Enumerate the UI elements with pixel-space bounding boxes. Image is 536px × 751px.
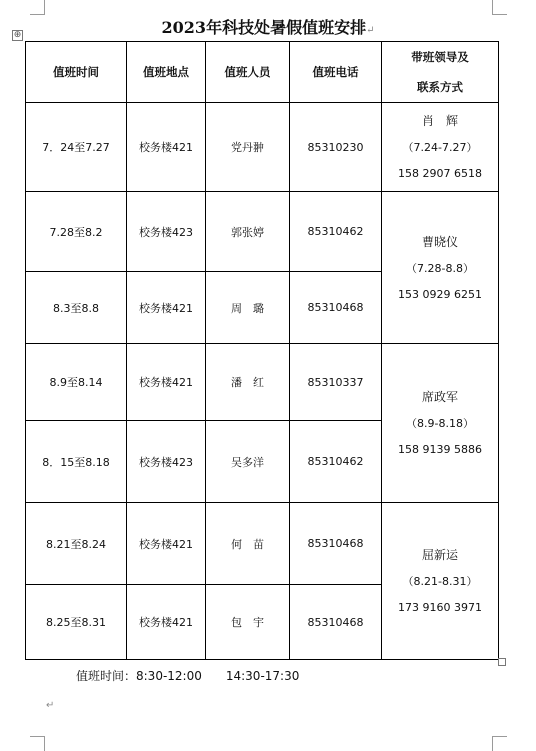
header-leader-line2: 联系方式 — [417, 80, 463, 94]
cell-place: 校务楼421 — [127, 585, 206, 660]
table-move-handle-icon[interactable]: ⊕ — [13, 30, 22, 40]
cell-person: 吴多洋 — [206, 421, 290, 503]
cell-place: 校务楼423 — [127, 421, 206, 503]
paragraph-mark: ↵ — [366, 25, 375, 36]
duty-schedule-table — [25, 41, 499, 660]
leader-cell — [382, 344, 499, 503]
crop-mark-top-left — [30, 0, 45, 15]
cell-place: 校务楼421 — [127, 344, 206, 421]
cell-place: 校务楼421 — [127, 272, 206, 344]
header-duty-person: 值班人员 — [206, 42, 290, 103]
header-duty-phone: 值班电话 — [290, 42, 382, 103]
document-title-text: 2023年科技处暑假值班安排 — [161, 18, 367, 37]
table-row — [26, 344, 499, 421]
header-leader-line1: 带班领导及 — [411, 50, 469, 64]
cell-person: 何 苗 — [206, 503, 290, 585]
crop-mark-bottom-left — [30, 736, 45, 751]
cell-phone: 85310468 — [290, 272, 382, 344]
cell-time: 8.21至8.24 — [26, 503, 127, 585]
cell-time: 7.28至8.2 — [26, 192, 127, 272]
cell-time: 8．15至8.18 — [26, 421, 127, 503]
cell-phone: 85310468 — [290, 585, 382, 660]
leader-cell — [382, 192, 499, 344]
header-duty-time: 值班时间 — [26, 42, 127, 103]
cell-place: 校务楼423 — [127, 192, 206, 272]
cell-phone: 85310468 — [290, 503, 382, 585]
cell-place: 校务楼421 — [127, 503, 206, 585]
header-duty-place: 值班地点 — [127, 42, 206, 103]
footer-duty-hours: 值班时间：8:30-12:00 14:30-17:30 — [76, 669, 300, 683]
table-header-row — [26, 42, 499, 103]
cell-person: 潘 红 — [206, 344, 290, 421]
table-resize-handle[interactable] — [498, 658, 506, 666]
cell-time: 7．24至7.27 — [26, 103, 127, 192]
table-row — [26, 103, 499, 192]
cell-person: 包 宇 — [206, 585, 290, 660]
cell-phone: 85310230 — [290, 103, 382, 192]
end-paragraph-mark: ↵ — [46, 700, 55, 711]
leader-period: （8.21-8.31） — [402, 575, 478, 588]
cell-person: 党丹翀 — [206, 103, 290, 192]
leader-phone: 158 9139 5886 — [398, 443, 482, 456]
cell-place: 校务楼421 — [127, 103, 206, 192]
leader-name: 席政军 — [421, 390, 458, 404]
cell-person: 郭张婷 — [206, 192, 290, 272]
cell-time: 8.9至8.14 — [26, 344, 127, 421]
table-row — [26, 503, 499, 585]
leader-cell — [382, 503, 499, 660]
cell-phone: 85310337 — [290, 344, 382, 421]
leader-name: 曹晓仪 — [421, 234, 458, 249]
cell-phone: 85310462 — [290, 421, 382, 503]
leader-period: （7.24-7.27） — [402, 141, 478, 154]
document-title — [0, 15, 536, 38]
cell-time: 8.25至8.31 — [26, 585, 127, 660]
header-leader — [382, 42, 499, 103]
crop-mark-top-right — [492, 0, 507, 15]
leader-cell — [382, 103, 499, 192]
leader-phone: 158 2907 6518 — [398, 167, 482, 180]
cell-time: 8.3至8.8 — [26, 272, 127, 344]
leader-period: （8.9-8.18） — [406, 417, 474, 430]
crop-mark-bottom-right — [492, 736, 507, 751]
leader-phone: 153 0929 6251 — [398, 287, 482, 301]
leader-name: 肖 辉 — [421, 114, 458, 128]
table-row — [26, 192, 499, 272]
leader-phone: 173 9160 3971 — [398, 601, 482, 614]
cell-phone: 85310462 — [290, 192, 382, 272]
leader-period: （7.28-8.8） — [406, 261, 474, 275]
cell-person: 周 璐 — [206, 272, 290, 344]
leader-name: 屈新运 — [421, 548, 458, 562]
